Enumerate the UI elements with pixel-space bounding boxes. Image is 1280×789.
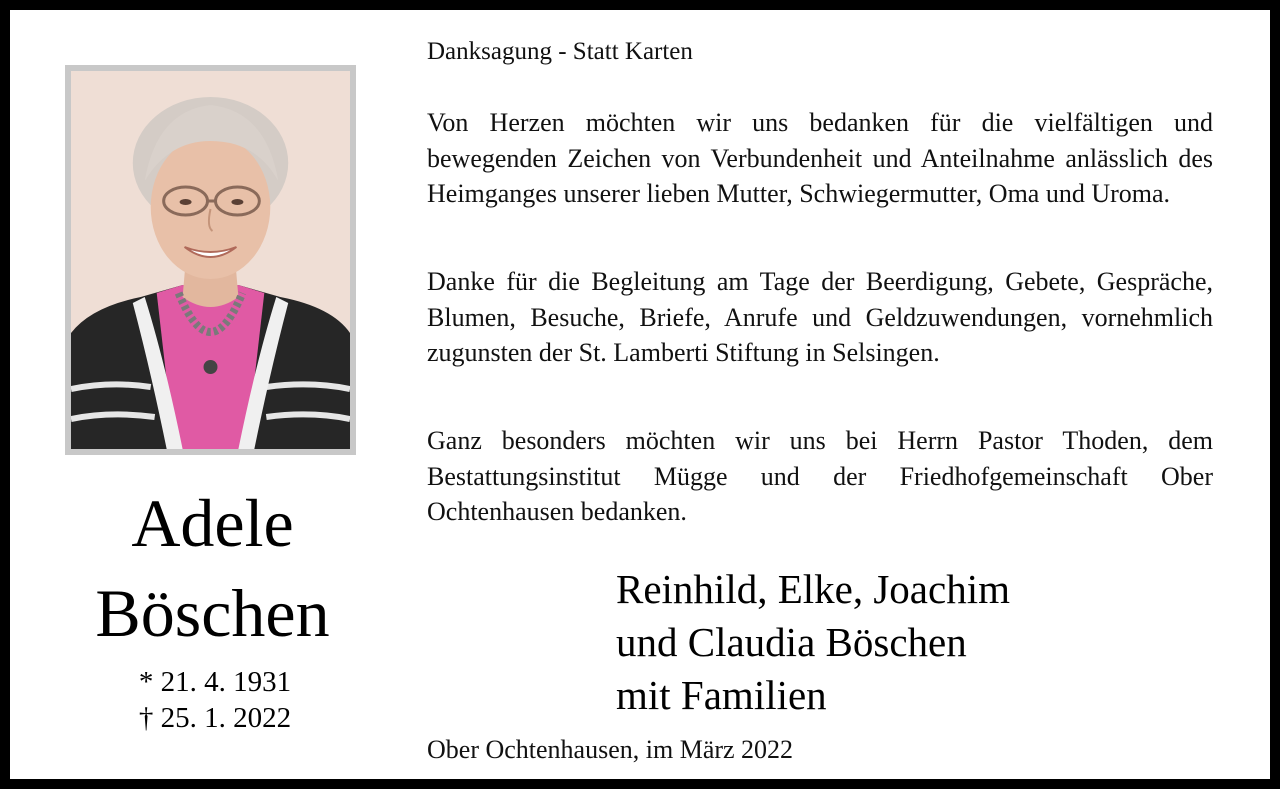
thanks-paragraph-2: Danke für die Begleitung am Tage der Beerdigung, Gebete, Gespräche, Blumen, Besuche, Briefe, Anrufe und Geldzuwendungen, vornehmlich zugunsten der St. Lamberti Stiftung in Selsingen.	[427, 267, 1213, 367]
deceased-last-name: Böschen	[95, 575, 330, 651]
deceased-first-name: Adele	[131, 485, 294, 561]
deceased-name	[65, 478, 360, 658]
thanks-paragraph-1: Von Herzen möchten wir uns bedanken für die vielfältigen und bewegenden Zeichen von Verbundenheit und Anteilnahme anlässlich des Heimganges unserer lieben Mutter, Schwiegermutter, Oma und Uroma.	[427, 108, 1213, 208]
thanks-paragraph-3: Ganz besonders möchten wir uns bei Herrn Pastor Thoden, dem Bestattungsinstitut Mügge und der Friedhofgemeinschaft Ober Ochtenhausen bedanken.	[427, 426, 1213, 526]
death-date: † 25. 1. 2022	[138, 702, 292, 734]
portrait-photo	[71, 71, 350, 449]
signers-line-1: Reinhild, Elke, Joachim	[616, 566, 1010, 612]
birth-date: * 21. 4. 1931	[138, 666, 292, 698]
life-dates	[65, 664, 365, 736]
notice-heading: Danksagung - Statt Karten	[427, 38, 693, 65]
portrait-photo-frame	[65, 65, 356, 455]
signers-block	[616, 563, 1010, 722]
place-and-date: Ober Ochtenhausen, im März 2022	[427, 735, 794, 764]
signers-line-2: und Claudia Böschen	[616, 619, 967, 665]
signers-line-3: mit Familien	[616, 672, 827, 718]
